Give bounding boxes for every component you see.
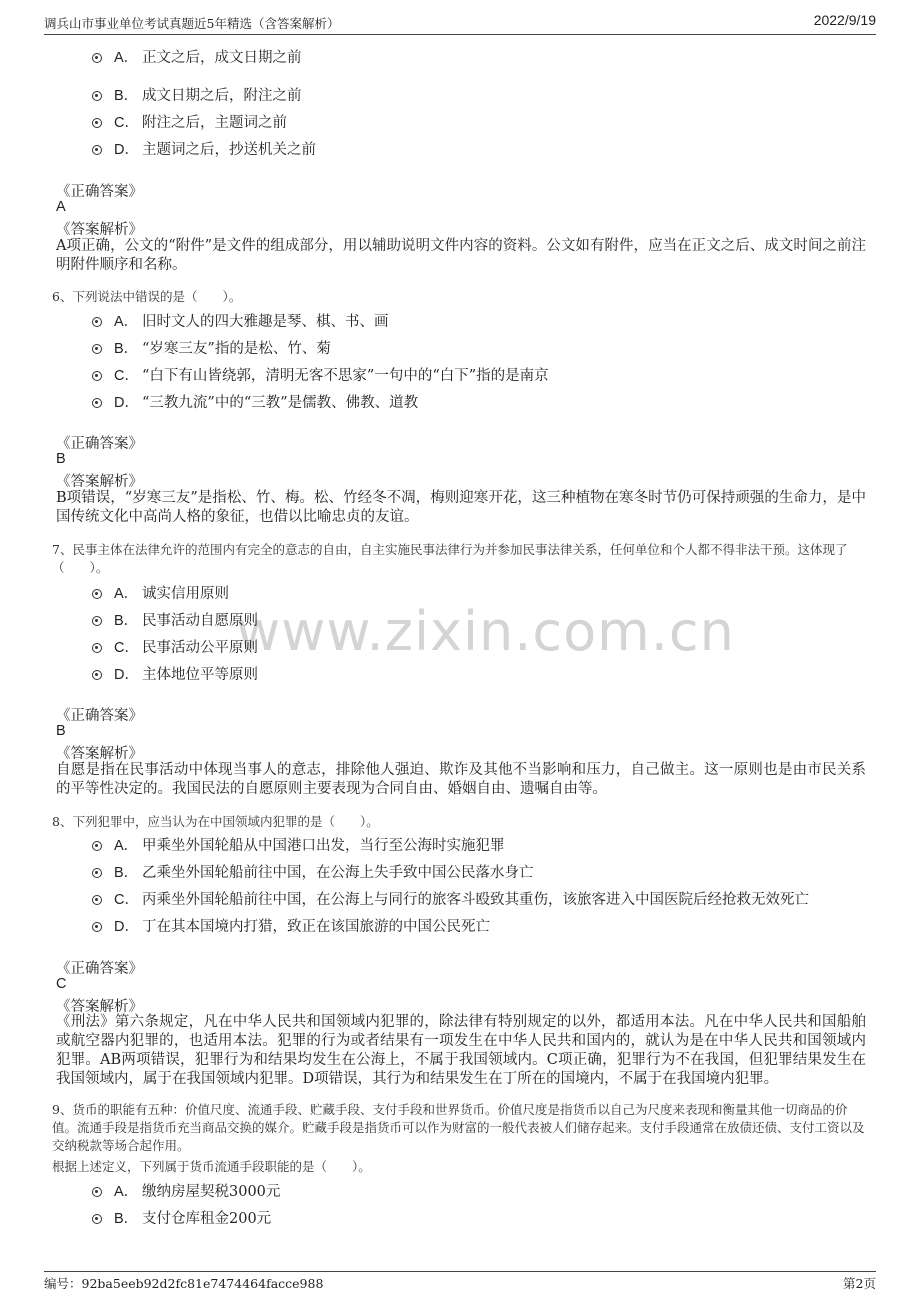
option-letter: A．: [114, 50, 139, 66]
radio-icon[interactable]: [92, 145, 102, 155]
analysis-label: 《答案解析》: [56, 474, 143, 490]
radio-icon[interactable]: [92, 118, 102, 128]
option-letter: B．: [114, 341, 139, 357]
analysis-text: 自愿是指在民事活动中体现当事人的意志，排除他人强迫、欺诈及其他不当影响和压力，自己做主。这一原则也是由市民关系的平等性决定的。我国民法的自愿原则主要表现为合同自由、婚姻自由、遗嘱自由等。: [56, 762, 866, 797]
option-letter: D．: [114, 395, 139, 411]
radio-icon[interactable]: [92, 841, 102, 851]
option-letter: B．: [114, 613, 139, 629]
option-letter: B．: [114, 1211, 139, 1227]
correct-answer: B: [56, 723, 66, 739]
option-text: 民事活动公平原则: [142, 640, 258, 656]
option-text: 诚实信用原则: [142, 586, 229, 602]
option-text: 主体地位平等原则: [142, 667, 258, 683]
radio-icon[interactable]: [92, 317, 102, 327]
option-text: 附注之后，主题词之前: [142, 115, 287, 131]
option-letter: C．: [114, 640, 139, 656]
question-6: 6、下列说法中错误的是（ ）。: [52, 289, 242, 304]
analysis-label: 《答案解析》: [56, 746, 143, 762]
option-text: 正文之后，成文日期之前: [142, 50, 302, 66]
option-letter: C．: [114, 368, 139, 384]
page-header: [44, 12, 876, 35]
header-date: 2022/9/19: [813, 12, 876, 28]
radio-icon[interactable]: [92, 895, 102, 905]
page-number: 第2页: [843, 1276, 876, 1291]
option-text: 主题词之后，抄送机关之前: [142, 142, 316, 158]
option-text: “白下有山皆绕郭，清明无客不思家”一句中的“白下”指的是南京: [142, 368, 549, 384]
radio-icon[interactable]: [92, 1187, 102, 1197]
option-letter: B．: [114, 88, 139, 104]
option-text: 成文日期之后，附注之前: [142, 88, 302, 104]
page-footer: [44, 1271, 876, 1292]
correct-answer: A: [56, 199, 66, 215]
radio-icon[interactable]: [92, 398, 102, 408]
analysis-text: A项正确，公文的“附件”是文件的组成部分，用以辅助说明文件内容的资料。公文如有附件，应当在正文之后、成文时间之前注明附件顺序和名称。: [56, 238, 866, 273]
option-text: 支付仓库租金200元: [142, 1211, 272, 1227]
option-letter: A．: [114, 838, 139, 854]
radio-icon[interactable]: [92, 1214, 102, 1224]
option-text: 缴纳房屋契税3000元: [142, 1184, 281, 1200]
option-letter: A．: [114, 586, 139, 602]
option-text: “岁寒三友”指的是松、竹、菊: [142, 341, 331, 357]
analysis-text: B项错误，“岁寒三友”是指松、竹、梅。松、竹经冬不凋，梅则迎寒开花，这三种植物在寒冬时节仍可保持顽强的生命力，是中国传统文化中高尚人格的象征，也借以比喻忠贞的友谊。: [56, 490, 866, 525]
correct-answer: C: [56, 976, 67, 992]
option-letter: C．: [114, 892, 139, 908]
radio-icon[interactable]: [92, 91, 102, 101]
question-7: 7、民事主体在法律允许的范围内有完全的意志的自由，自主实施民事法律行为并参加民事法律关系，任何单位和个人都不得非法干预。这体现了（ ）。: [52, 542, 848, 575]
correct-answer-label: 《正确答案》: [56, 961, 143, 977]
option-letter: B．: [114, 865, 139, 881]
question-9-prompt: 根据上述定义，下列属于货币流通手段职能的是（ ）。: [52, 1159, 371, 1174]
correct-answer-label: 《正确答案》: [56, 436, 143, 452]
option-letter: D．: [114, 919, 139, 935]
option-text: “三教九流”中的“三教”是儒教、佛教、道教: [142, 395, 419, 411]
option-letter: C．: [114, 115, 139, 131]
radio-icon[interactable]: [92, 643, 102, 653]
option-text: 乙乘坐外国轮船前往中国，在公海上失手致中国公民落水身亡: [142, 865, 534, 881]
question-8: 8、下列犯罪中，应当认为在中国领域内犯罪的是（ ）。: [52, 814, 379, 829]
option-text: 旧时文人的四大雅趣是琴、棋、书、画: [142, 314, 389, 330]
option-text: 丁在其本国境内打猎，致正在该国旅游的中国公民死亡: [142, 919, 490, 935]
option-text: 甲乘坐外国轮船从中国港口出发，当行至公海时实施犯罪: [142, 838, 505, 854]
option-letter: D．: [114, 667, 139, 683]
option-letter: A．: [114, 1184, 139, 1200]
radio-icon[interactable]: [92, 922, 102, 932]
option-letter: D．: [114, 142, 139, 158]
radio-icon[interactable]: [92, 53, 102, 63]
correct-answer-label: 《正确答案》: [56, 184, 143, 200]
option-text: 丙乘坐外国轮船前往中国，在公海上与同行的旅客斗殴致其重伤，该旅客进入中国医院后经抢救无效死亡: [142, 892, 809, 908]
option-text: 民事活动自愿原则: [142, 613, 258, 629]
watermark: www.zixin.com.cn: [236, 600, 735, 663]
radio-icon[interactable]: [92, 616, 102, 626]
correct-answer: B: [56, 451, 66, 467]
correct-answer-label: 《正确答案》: [56, 708, 143, 724]
radio-icon[interactable]: [92, 670, 102, 680]
analysis-label: 《答案解析》: [56, 999, 143, 1015]
option-letter: A．: [114, 314, 139, 330]
analysis-label: 《答案解析》: [56, 222, 143, 238]
radio-icon[interactable]: [92, 344, 102, 354]
question-9: 9、货币的职能有五种：价值尺度、流通手段、贮藏手段、支付手段和世界货币。价值尺度是指货币以自己为尺度来表现和衡量其他一切商品的价值。流通手段是指货币充当商品交换的媒介。贮藏手段是指货币可以作为财富的一般代表被人们储存起来。支付手段通常在放债还债、支付工资以及交纳税款等场合起作用。: [52, 1102, 865, 1153]
radio-icon[interactable]: [92, 589, 102, 599]
analysis-text: 《刑法》第六条规定，凡在中华人民共和国领域内犯罪的，除法律有特别规定的以外，都适用本法。凡在中华人民共和国船舶或航空器内犯罪的，也适用本法。犯罪的行为或者结果有一项发生在中华人民共和国内的，就认为是在中华人民共和国领域内犯罪。AB两项错误，犯罪行为和结果均发生在公海上，不属于我国领域内。C项正确，犯罪行为不在我国，但犯罪结果发生在我国领域内，属于在我国领域内犯罪。D项错误，其行为和结果发生在丁所在的国境内，不属于在我国境内犯罪。: [56, 1014, 866, 1087]
radio-icon[interactable]: [92, 868, 102, 878]
radio-icon[interactable]: [92, 371, 102, 381]
document-title: 调兵山市事业单位考试真题近5年精选（含答案解析）: [44, 16, 340, 31]
document-code: 编号：92ba5eeb92d2fc81e7474464facce988: [44, 1276, 324, 1291]
